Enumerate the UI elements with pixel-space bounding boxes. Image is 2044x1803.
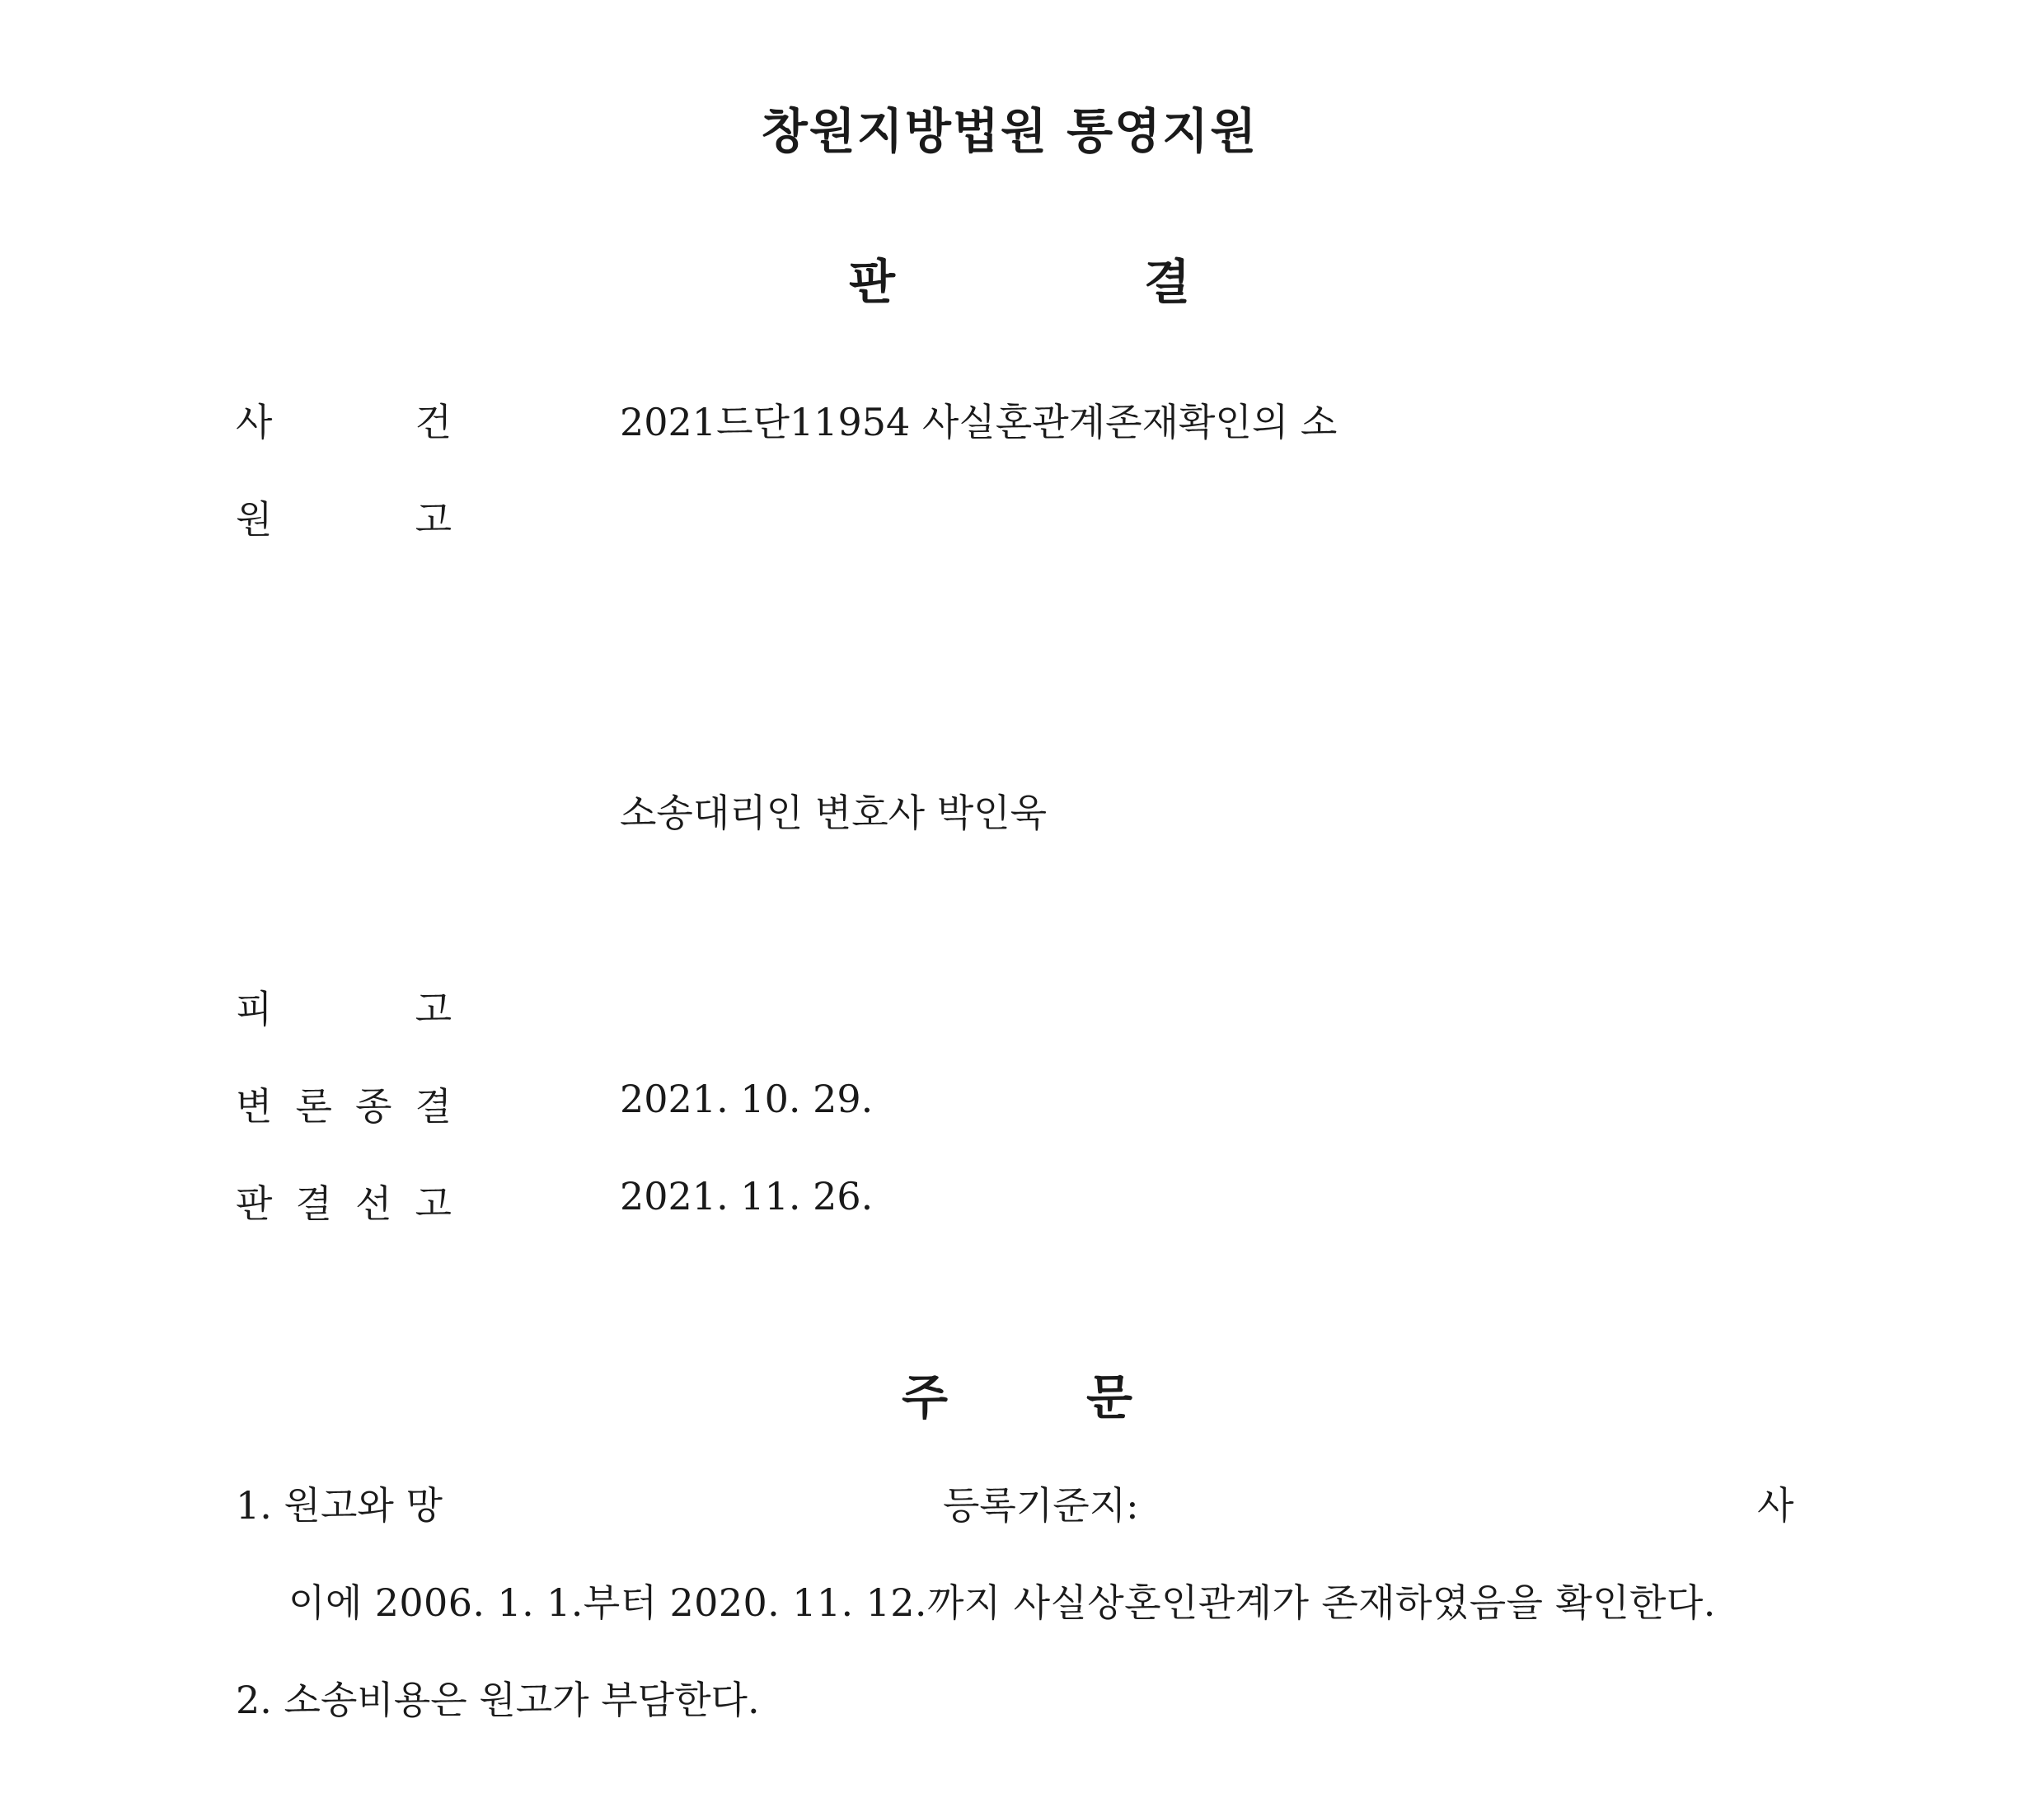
disposition-item-1-line-2: 이에 2006. 1. 1.부터 2020. 11. 12.까지 사실상혼인관계가 존재하였음을 확인한다. [288, 1580, 1716, 1625]
doc-title-char-1: 판 [849, 254, 896, 310]
court-name: 창원지방법원 통영지원 [761, 103, 1259, 159]
disposition-title-char-2: 문 [1086, 1369, 1133, 1425]
disposition-item-2: 2. 소송비용은 원고가 부담한다. [236, 1678, 760, 1722]
attorney-value: 소송대리인 변호사 박인욱 [620, 791, 1048, 835]
case-label: 사 건 [236, 400, 452, 444]
disposition-item-1-start: 1. 원고와 망 [236, 1483, 443, 1528]
judgment-date-value: 2021. 11. 26. [620, 1174, 874, 1218]
plaintiff-label: 원 고 [236, 497, 452, 542]
disposition-item-1-registry: 등록기준지: [943, 1483, 1139, 1528]
defendant-label: 피 고 [236, 987, 452, 1031]
hearing-closed-date: 2021. 10. 29. [620, 1077, 874, 1121]
doc-title-char-2: 결 [1144, 254, 1191, 310]
hearing-closed-label: 변 론 종 결 [236, 1084, 452, 1129]
case-number-value: 2021드단11954 사실혼관계존재확인의 소 [620, 400, 1338, 444]
disposition-item-1-end: 사 [1757, 1483, 1794, 1528]
disposition-title-char-1: 주 [902, 1369, 949, 1425]
judgment-date-label: 판 결 선 고 [236, 1181, 452, 1226]
